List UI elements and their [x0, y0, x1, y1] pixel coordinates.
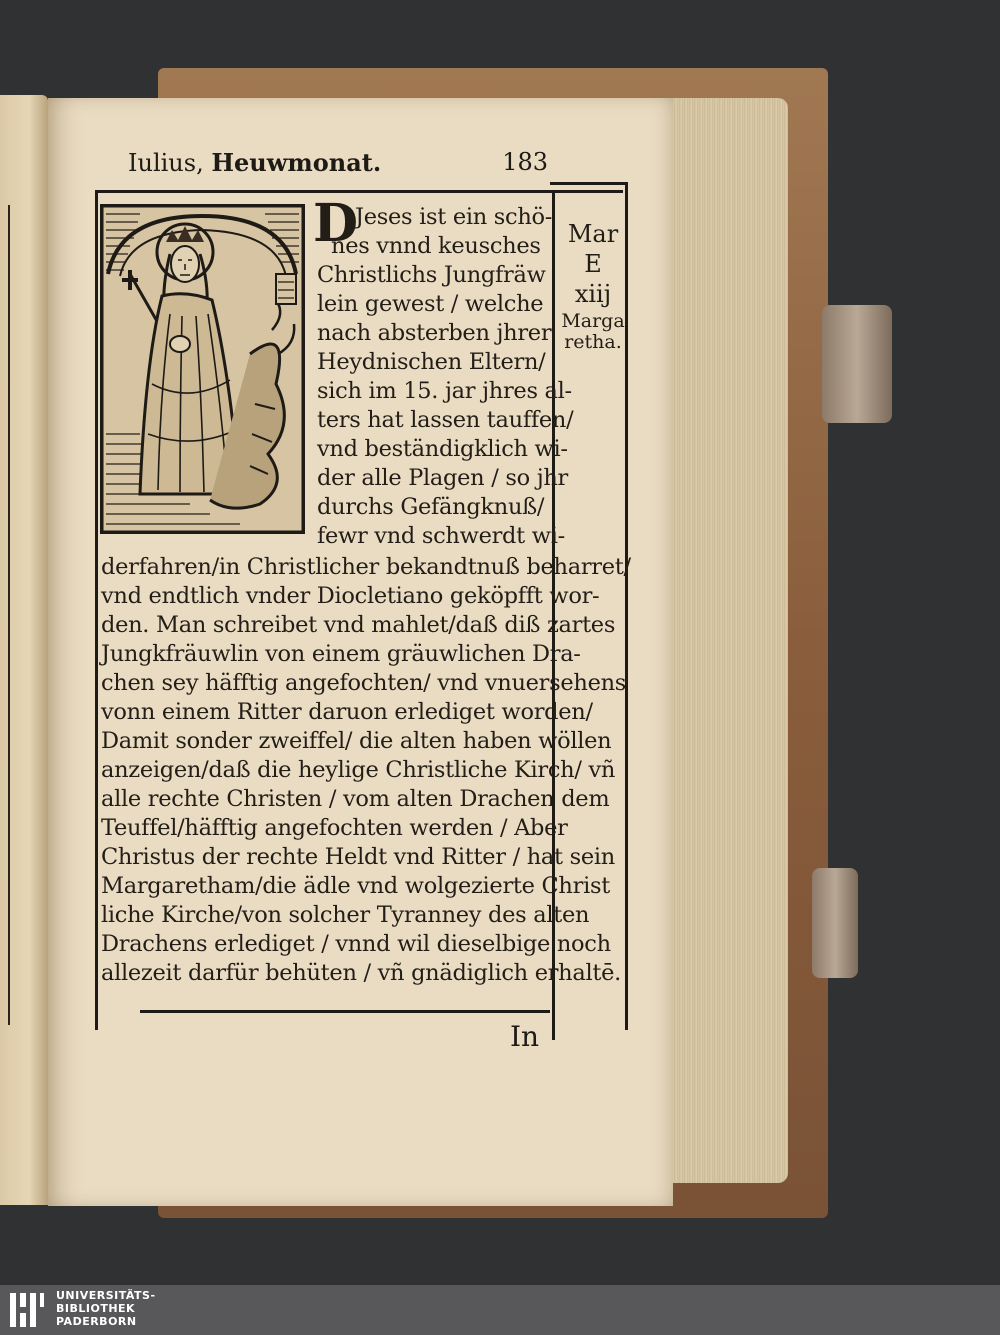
upper-clasp	[822, 305, 892, 423]
text-line-wide-1: derfahren/in Christlicher bekandtnuß beharret/	[101, 554, 631, 580]
text-line-wide-14: Drachens erlediget / vnnd wil dieselbige noch	[101, 931, 611, 957]
text-line-narrow-11: durchs Gefängknuß/	[317, 494, 545, 520]
text-line-wide-9: alle rechte Christen / vom alten Drachen dem	[101, 786, 610, 812]
university-library-logo-icon	[6, 1289, 48, 1331]
catchword: In	[510, 1020, 540, 1053]
text-line-narrow-3: Christlichs Jungfräw	[317, 262, 546, 288]
text-line-narrow-9: vnd beständigklich wi-	[317, 436, 568, 462]
library-name	[56, 1289, 156, 1328]
text-line-wide-6: vonn einem Ritter daruon erlediget worden/	[101, 699, 593, 725]
text-line-narrow-12: fewr vnd schwerdt wi-	[317, 523, 565, 549]
text-line-wide-13: liche Kirche/von solcher Tyranney des alten	[101, 902, 590, 928]
library-name-line-1: UNIVERSITÄTS-	[56, 1289, 156, 1302]
lower-clasp	[812, 868, 858, 978]
text-line-narrow-5: nach absterben jhrer	[317, 320, 552, 346]
text-line-wide-5: chen sey häfftig angefochten/ vnd vnuersehens	[101, 670, 627, 696]
text-line-wide-10: Teuffel/häfftig angefochten werden / Aber	[101, 815, 568, 841]
left-page-edge	[0, 95, 48, 1205]
text-line-wide-4: Jungkfräuwlin von einem gräuwlichen Dra-	[101, 641, 581, 667]
decorated-initial: D	[313, 193, 359, 254]
header-month-german: Heuwmonat.	[211, 148, 382, 177]
text-line-wide-8: anzeigen/daß die heylige Christliche Kirch/ vñ	[101, 757, 616, 783]
text-line-wide-2: vnd endtlich vnder Diocletiano geköpfft wor-	[101, 583, 600, 609]
header-month: Iulius,	[128, 149, 204, 177]
margin-dominical-letter: E	[584, 250, 602, 278]
page-block-edge	[668, 98, 788, 1183]
frame-rule-margin-top	[550, 182, 625, 185]
margin-saint-name-2: retha.	[564, 331, 622, 353]
margin-month: Mar	[567, 220, 619, 248]
frame-rule-bottom	[140, 1010, 550, 1013]
text-line-narrow-10: der alle Plagen / so jhr	[317, 465, 569, 491]
margin-saint-name-1: Marga	[561, 310, 625, 332]
text-line-wide-7: Damit sonder zweiffel/ die alten haben wöllen	[101, 728, 612, 754]
text-line-narrow-6: Heydnischen Eltern/	[317, 349, 546, 375]
margin-calendar-note	[560, 222, 626, 354]
library-name-line-3: PADERBORN	[56, 1315, 137, 1328]
text-line-wide-11: Christus der rechte Heldt vnd Ritter / hat sein	[101, 844, 615, 870]
text-line-narrow-8: ters hat lassen tauffen/	[317, 407, 574, 433]
margin-day: xiij	[574, 280, 612, 308]
text-line-narrow-2: nes vnnd keusches	[331, 233, 541, 259]
library-name-line-2: BIBLIOTHEK	[56, 1302, 136, 1315]
text-line-narrow-4: lein gewest / welche	[317, 291, 544, 317]
text-line-wide-15: allezeit darfür behüten / vñ gnädiglich erhaltē.	[101, 960, 621, 986]
text-line-wide-12: Margaretham/die ädle vnd wolgezierte Christ	[101, 873, 610, 899]
text-line-narrow-7: sich im 15. jar jhres al-	[317, 378, 572, 404]
text-line-wide-3: den. Man schreibet vnd mahlet/daß diß zartes	[101, 612, 616, 638]
text-line-narrow-1: Jeses ist ein schö-	[355, 204, 553, 230]
running-header	[128, 148, 548, 182]
frame-rule-top	[95, 190, 623, 193]
page-number: 183	[502, 148, 548, 176]
left-page-rule	[8, 205, 10, 1025]
header-title	[128, 148, 381, 177]
library-footer-bar	[0, 1285, 1000, 1335]
